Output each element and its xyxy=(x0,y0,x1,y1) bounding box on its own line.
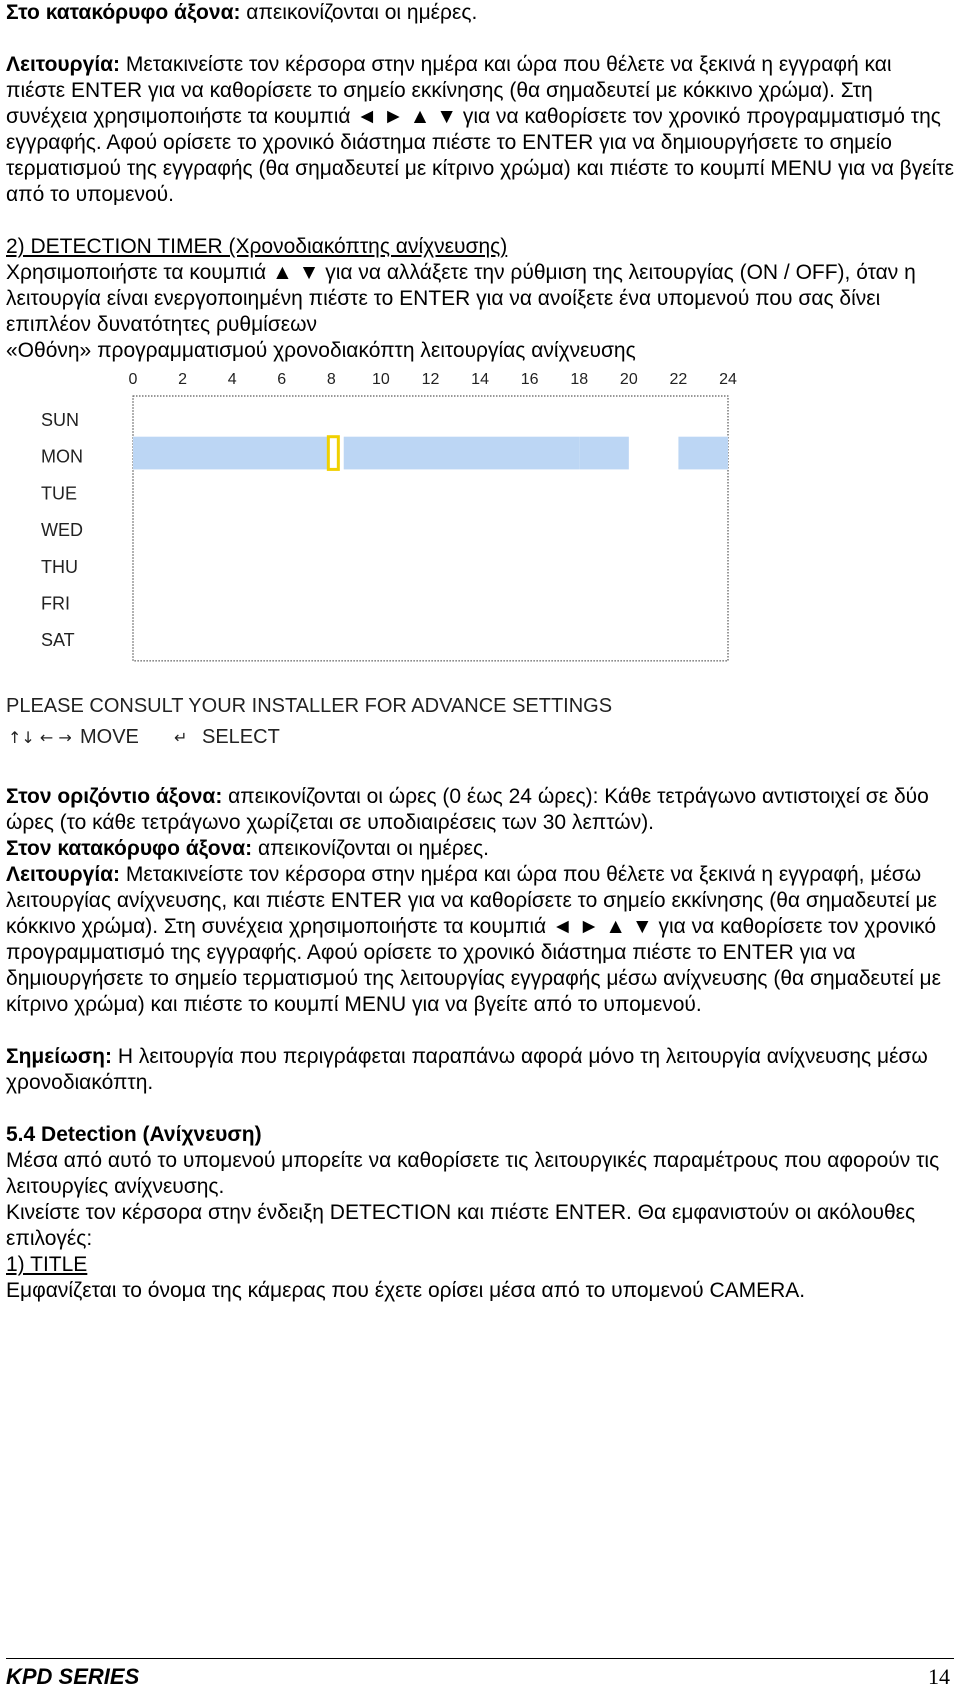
select-key-icon: ↵ xyxy=(174,728,188,747)
highlight-cell xyxy=(344,437,580,470)
document-page xyxy=(6,0,954,1304)
section-number: 5.4 xyxy=(6,1123,36,1146)
bottom-function xyxy=(6,862,954,1018)
day-label: FRI xyxy=(41,593,70,614)
hour-tick-label: 24 xyxy=(719,371,737,388)
highlight-cell xyxy=(678,437,728,470)
hour-tick-label: 16 xyxy=(520,371,539,388)
detection-timer-text: Χρησιμοποιήστε τα κουμπιά ▲ ▼ για να αλλάξετε την ρύθμιση της λειτουργίας (ON / OFF), όταν η λειτουργία είναι ενεργοποιημένη πιέστε το ENTER για να ανοίξετε ένα υπομενού που σας δίνει επιπλέον δυνατότητες ρυθμίσεων xyxy=(6,261,916,336)
section-heading xyxy=(6,1122,954,1148)
day-label: WED xyxy=(41,520,83,541)
select-label: SELECT xyxy=(202,726,280,748)
hour-tick-label: 0 xyxy=(128,371,138,388)
consult-text: PLEASE CONSULT YOUR INSTALLER FOR ADVANCE SETTINGS xyxy=(6,695,613,717)
section-title: Detection (Ανίχνευση) xyxy=(35,1123,262,1146)
day-label: TUE xyxy=(41,483,77,504)
hour-tick-label: 4 xyxy=(227,371,237,388)
highlight-cell xyxy=(133,437,331,470)
detection-timer-heading: 2) DETECTION TIMER (Χρονοδιακόπτης ανίχνευσης) xyxy=(6,235,508,258)
note-text: Η λειτουργία που περιγράφεται παραπάνω αφορά μόνο τη λειτουργία ανίχνευσης μέσω χρονοδιακόπτη. xyxy=(6,1045,928,1094)
bottom-horizontal-text: απεικονίζονται οι ώρες (0 έως 24 ώρες): Κάθε τετράγωνο αντιστοιχεί σε δύο ώρες (το κάθε τετράγωνο χωρίζεται σε υποδιαιρέσεις των 30 λεπτών). xyxy=(6,785,929,834)
hour-tick-label: 14 xyxy=(471,371,489,388)
footer-series: KPD SERIES xyxy=(6,1664,140,1689)
schedule-grid xyxy=(6,364,954,784)
note-paragraph xyxy=(6,1044,954,1096)
hour-tick-label: 20 xyxy=(619,371,638,388)
hour-tick-label: 12 xyxy=(421,371,440,388)
section-intro: Μέσα από αυτό το υπομενού μπορείτε να καθορίσετε τις λειτουργικές παραμέτρους που αφορούν τις λειτουργίες ανίχνευσης. xyxy=(6,1149,940,1198)
top-function xyxy=(6,52,954,208)
move-keys-icon: ↑↓ ← → xyxy=(8,728,72,747)
bottom-instructions xyxy=(6,784,954,1018)
day-label: MON xyxy=(41,446,83,467)
top-function-text: Μετακινείστε τον κέρσορα στην ημέρα και ώρα που θέλετε να ξεκινά η εγγραφή και πιέστε ENTER για να καθορίσετε το σημείο εκκίνησης (θα σημαδευτεί με κόκκινο χρώμα). Στη συνέχεια χρησιμοποιήστε τα κουμπιά ◄ ► ▲ ▼ για να καθορίσετε τον χρονικό προγραμματισμό της εγγραφής. Αφού ορίσετε το χρονικό διάστημα πιέστε το ENTER για να δημιουργήσετε το σημείο τερματισμού της εγγραφής (θα σημαδευτεί με κίτρινο χρώμα) και πιέστε το κουμπί MENU για να βγείτε από το υπομενού. xyxy=(6,53,954,206)
bottom-horizontal-label: Στον οριζόντιο άξονα: xyxy=(6,785,223,808)
bottom-horizontal-axis xyxy=(6,784,954,836)
note xyxy=(6,1044,954,1096)
schedule-frame xyxy=(133,396,728,661)
move-label: MOVE xyxy=(80,726,139,748)
detection-timer-caption: «Οθόνη» προγραμματισμού χρονοδιακόπτη λειτουργίας ανίχνευσης xyxy=(6,339,636,362)
day-label: SAT xyxy=(41,630,75,651)
hour-tick-label: 2 xyxy=(178,371,188,388)
day-label: THU xyxy=(41,556,78,577)
top-instructions xyxy=(6,0,954,208)
hour-tick-label: 22 xyxy=(669,371,688,388)
page-footer xyxy=(6,1654,954,1689)
highlight-cell xyxy=(579,437,629,470)
title-item-text: Εμφανίζεται το όνομα της κάμερας που έχετε ορίσει μέσα από το υπομενού CAMERA. xyxy=(6,1279,806,1302)
top-vertical-label: Στο κατακόρυφο άξονα: xyxy=(6,1,241,24)
bottom-vertical-axis xyxy=(6,836,954,862)
title-item-heading: 1) TITLE xyxy=(6,1253,88,1276)
top-vertical-text: απεικονίζονται οι ημέρες. xyxy=(240,1,478,24)
schedule-figure xyxy=(6,364,954,784)
hour-tick-label: 6 xyxy=(277,371,287,388)
section-detection xyxy=(6,1122,954,1304)
top-function-label: Λειτουργία: xyxy=(6,53,121,76)
footer-rule xyxy=(6,1658,954,1659)
hour-tick-label: 10 xyxy=(372,371,390,388)
bottom-vertical-text: απεικονίζονται οι ημέρες. xyxy=(252,837,489,860)
hour-tick-label: 18 xyxy=(570,371,589,388)
cursor-cell xyxy=(328,437,338,470)
bottom-function-label: Λειτουργία: xyxy=(6,863,121,886)
bottom-vertical-label: Στον κατακόρυφο άξονα: xyxy=(6,837,253,860)
footer-page-number: 14 xyxy=(928,1664,950,1689)
detection-timer-section xyxy=(6,234,954,364)
top-vertical-axis xyxy=(6,0,954,26)
bottom-function-text: Μετακινείστε τον κέρσορα στην ημέρα και ώρα που θέλετε να ξεκινά η εγγραφή, μέσω λειτουργίας ανίχνευσης, και πιέστε ENTER για να καθορίσετε το σημείο εκκίνησης (θα σημαδευτεί με κόκκινο χρώμα). Στη συνέχεια χρησιμοποιήστε τα κουμπιά ◄ ► ▲ ▼ για να καθορίσετε τον χρονικό προγραμματισμό της εγγραφής. Αφού ορίσετε το χρονικό διάστημα πιέστε το ENTER για να δημιουργήσετε το σημείο τερματισμού της λειτουργίας εγγραφής μέσω ανίχνευσης (θα σημαδευτεί με κίτρινο χρώμα) και πιέστε το κουμπί MENU για να βγείτε από το υπομενού. xyxy=(6,863,942,1016)
section-instruction: Κινείστε τον κέρσορα στην ένδειξη DETECTION και πιέστε ENTER. Θα εμφανιστούν οι ακόλουθες επιλογές: xyxy=(6,1201,916,1250)
note-label: Σημείωση: xyxy=(6,1045,113,1068)
day-label: SUN xyxy=(41,410,80,430)
hour-tick-label: 8 xyxy=(326,371,336,388)
